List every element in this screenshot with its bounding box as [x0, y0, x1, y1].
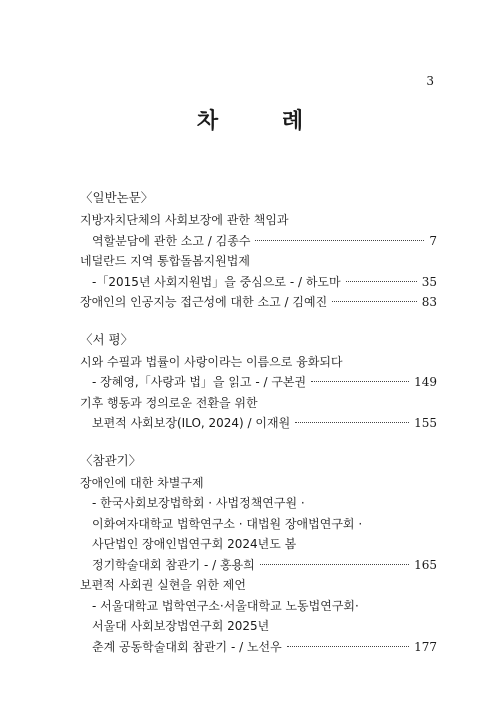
toc-entry-line: 이화여자대학교 법학연구소 · 대법원 장애법연구회 ·: [92, 516, 363, 531]
dot-leader: [332, 301, 417, 302]
toc-entry-text: - 장혜영,「사랑과 법」을 읽고 - / 구본권: [92, 375, 307, 389]
section-heading: 〈일반논문〉: [80, 190, 154, 205]
toc-entry-text: 춘계 공동학술대회 참관기 - / 노선우: [92, 639, 282, 654]
toc-section-observation-reports: [80, 449, 437, 658]
toc-entry-line: 시와 수필과 법률이 사랑이라는 이름으로 융화되다: [80, 354, 343, 369]
dot-leader: [295, 422, 409, 423]
toc-entry-line: 사단법인 장애인법연구회 2024년도 봄: [92, 537, 297, 551]
toc-entry-line: - 한국사회보장법학회 · 사법정책연구원 ·: [92, 496, 305, 510]
toc-entry-line: 보편적 사회권 실현을 위한 제언: [80, 578, 246, 592]
toc-entry-line: 네덜란드 지역 통합돌봄지원법제: [80, 254, 250, 268]
toc-page-number: 165: [414, 557, 437, 572]
dot-leader: [346, 281, 417, 282]
section-heading: 〈참관기〉: [80, 452, 142, 468]
toc-section-general-articles: [80, 186, 437, 313]
toc-entry[interactable]: [80, 231, 437, 252]
toc-entry[interactable]: [80, 292, 437, 313]
toc-entry-text: 역할분담에 관한 소고 / 김종수: [92, 233, 251, 248]
toc-page-number: 149: [414, 375, 437, 389]
toc-page-number: 155: [414, 416, 437, 430]
section-heading: 〈서 평〉: [80, 331, 134, 347]
toc-entry-line: 서울대 사회보장법연구회 2025년: [92, 619, 270, 633]
toc-page-number: 83: [421, 295, 437, 309]
toc-entry[interactable]: [80, 637, 437, 658]
toc-entry-text: 보편적 사회보장(ILO, 2024) / 이재원: [92, 416, 291, 430]
toc-section-book-reviews: [80, 328, 437, 434]
table-of-contents: [80, 186, 437, 672]
dot-leader: [260, 564, 409, 565]
dot-leader: [311, 381, 409, 382]
toc-page-number: 35: [421, 274, 437, 289]
toc-entry-text: 정기학술대회 참관기 - / 홍용희: [92, 557, 255, 572]
toc-page-number: 177: [414, 639, 437, 654]
toc-entry[interactable]: [80, 413, 437, 434]
toc-entry[interactable]: [80, 372, 437, 393]
toc-entry-text: -「2015년 사회지원법」을 중심으로 - / 하도마: [92, 274, 341, 289]
page-title: 차 례: [196, 108, 332, 134]
toc-entry-line: 지방자치단체의 사회보장에 관한 책임과: [80, 213, 289, 227]
toc-entry-text: 장애인의 인공지능 접근성에 대한 소고 / 김예진: [80, 295, 328, 309]
toc-entry-line: - 서울대학교 법학연구소·서울대학교 노동법연구회·: [92, 598, 359, 613]
toc-entry-line: 장애인에 대한 차별구제: [80, 475, 204, 490]
toc-entry[interactable]: [80, 272, 437, 293]
toc-entry[interactable]: [80, 555, 437, 576]
dot-leader: [255, 240, 424, 241]
toc-page-number: 7: [429, 233, 437, 248]
toc-entry-line: 기후 행동과 정의로운 전환을 위한: [80, 395, 258, 410]
page-number: 3: [426, 74, 434, 88]
dot-leader: [287, 646, 409, 647]
